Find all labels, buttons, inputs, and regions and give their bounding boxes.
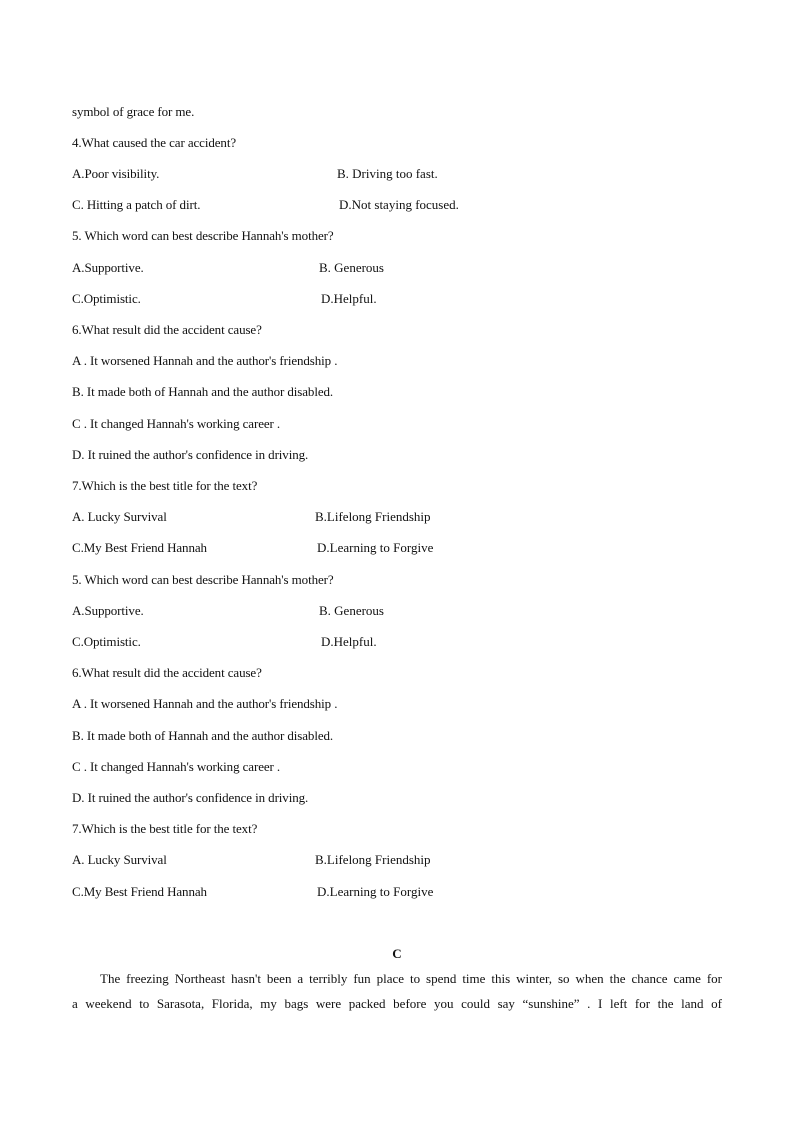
question-5: 5. Which word can best describe Hannah's mother? — [72, 572, 334, 587]
option-a: A . It worsened Hannah and the author's friendship . — [72, 696, 338, 711]
question-5: 5. Which word can best describe Hannah's mother? — [72, 228, 334, 243]
option-b: B. Driving too fast. — [337, 166, 438, 181]
question-4: 4.What caused the car accident? — [72, 135, 236, 150]
question-7: 7.Which is the best title for the text? — [72, 821, 258, 836]
option-b: B. It made both of Hannah and the author disabled. — [72, 384, 334, 399]
option-b: B. Generous — [319, 603, 384, 618]
option-a: A. Lucky Survival — [72, 852, 167, 867]
question-6: 6.What result did the accident cause? — [72, 665, 262, 680]
section-heading: C — [392, 946, 402, 961]
option-a: A. Lucky Survival — [72, 509, 167, 524]
option-a: A.Supportive. — [72, 603, 144, 618]
option-b: B. It made both of Hannah and the author disabled. — [72, 728, 334, 743]
option-c: C.Optimistic. — [72, 634, 141, 649]
passage-line: The freezing Northeast hasn't been a terribly fun place to spend time this winter, so when the chance came for — [100, 971, 722, 986]
option-d: D. It ruined the author's confidence in driving. — [72, 790, 309, 805]
option-d: D.Helpful. — [321, 291, 377, 306]
option-c: C. Hitting a patch of dirt. — [72, 197, 201, 212]
option-d: D.Helpful. — [321, 634, 377, 649]
option-c: C . It changed Hannah's working career . — [72, 416, 281, 431]
passage-line: a weekend to Sarasota, Florida, my bags were packed before you could say “sunshine” . I left for the land of — [72, 996, 722, 1011]
option-b: B.Lifelong Friendship — [315, 509, 431, 524]
option-b: B. Generous — [319, 260, 384, 275]
option-d: D.Not staying focused. — [339, 197, 459, 212]
option-a: A.Supportive. — [72, 260, 144, 275]
option-d: D.Learning to Forgive — [317, 540, 434, 555]
option-c: C.Optimistic. — [72, 291, 141, 306]
option-d: D. It ruined the author's confidence in driving. — [72, 447, 309, 462]
option-c: C . It changed Hannah's working career . — [72, 759, 281, 774]
option-d: D.Learning to Forgive — [317, 884, 434, 899]
option-c: C.My Best Friend Hannah — [72, 884, 207, 899]
option-c: C.My Best Friend Hannah — [72, 540, 207, 555]
option-a: A . It worsened Hannah and the author's friendship . — [72, 353, 338, 368]
option-b: B.Lifelong Friendship — [315, 852, 431, 867]
option-a: A.Poor visibility. — [72, 166, 160, 181]
question-7: 7.Which is the best title for the text? — [72, 478, 258, 493]
text-line: symbol of grace for me. — [72, 104, 195, 119]
question-6: 6.What result did the accident cause? — [72, 322, 262, 337]
